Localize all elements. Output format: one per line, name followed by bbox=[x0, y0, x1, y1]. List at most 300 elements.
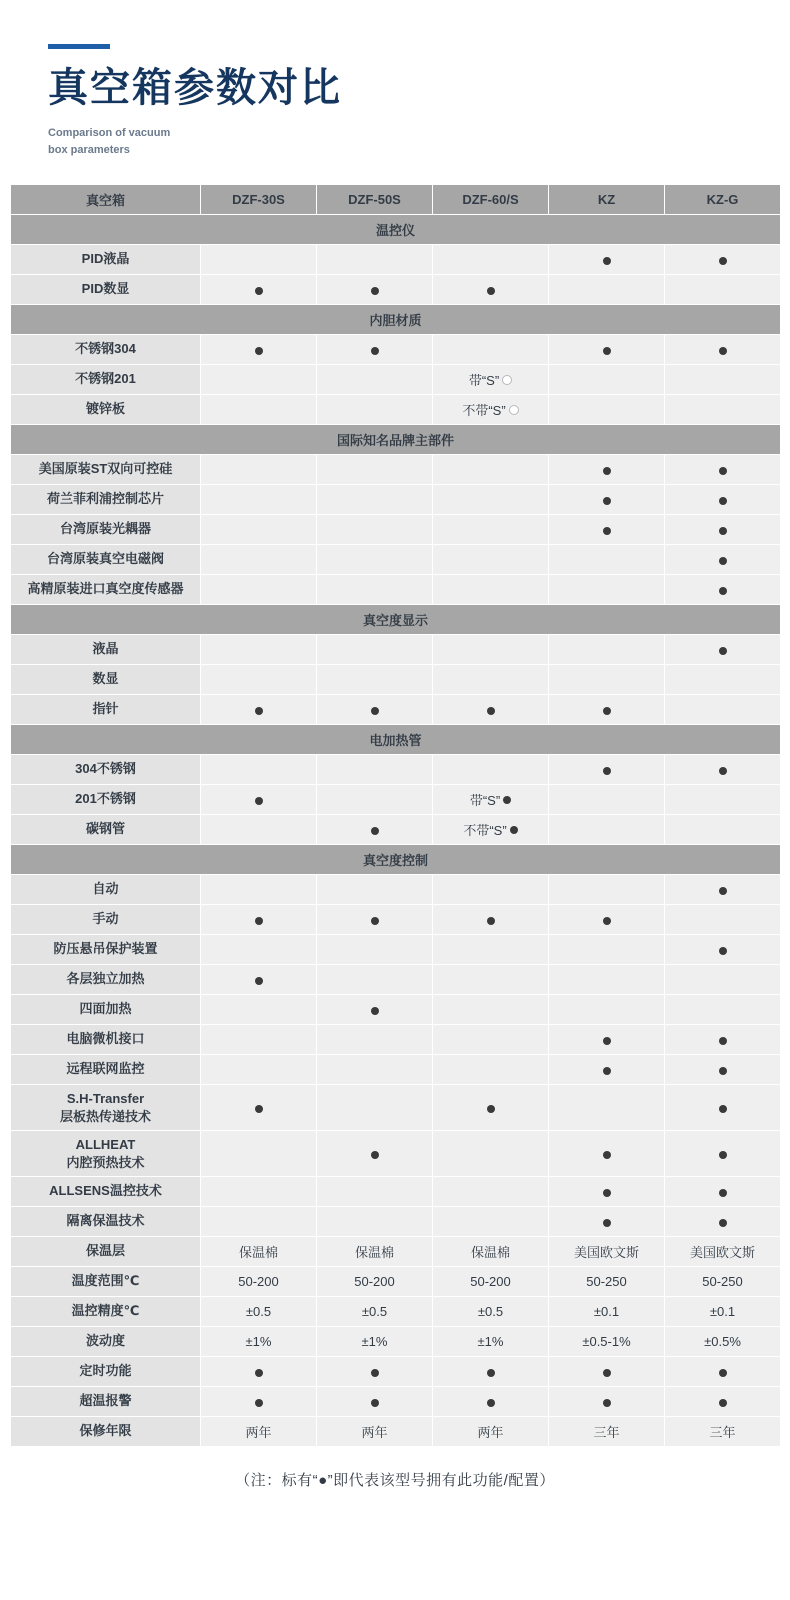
table-cell bbox=[665, 1085, 781, 1131]
cell-value: 50-200 bbox=[238, 1274, 279, 1289]
table-cell bbox=[665, 575, 781, 605]
table-cell bbox=[201, 335, 317, 365]
table-cell bbox=[433, 1085, 549, 1131]
cell-value: ±0.5-1% bbox=[582, 1334, 631, 1349]
table-cell bbox=[317, 575, 433, 605]
spec-table-wrap bbox=[10, 184, 780, 1447]
table-cell bbox=[549, 575, 665, 605]
table-cell bbox=[433, 335, 549, 365]
table-cell bbox=[665, 1207, 781, 1237]
table-cell bbox=[665, 335, 781, 365]
feature-dot bbox=[603, 1369, 611, 1377]
cell-value: ±0.5 bbox=[245, 1304, 272, 1319]
table-row bbox=[11, 485, 781, 515]
row-label: 远程联网监控 bbox=[11, 1055, 201, 1085]
table-cell bbox=[201, 485, 317, 515]
table-section-row bbox=[11, 215, 781, 245]
feature-dot bbox=[487, 1105, 495, 1113]
feature-dot bbox=[719, 497, 727, 505]
table-row bbox=[11, 1297, 781, 1327]
page-header bbox=[0, 0, 790, 158]
table-cell bbox=[317, 665, 433, 695]
table-row bbox=[11, 455, 781, 485]
table-cell bbox=[549, 365, 665, 395]
table-row bbox=[11, 395, 781, 425]
table-cell bbox=[317, 1237, 433, 1267]
table-cell bbox=[549, 1327, 665, 1357]
table-cell bbox=[317, 335, 433, 365]
table-row bbox=[11, 1327, 781, 1357]
table-cell bbox=[549, 995, 665, 1025]
table-cell bbox=[665, 395, 781, 425]
table-cell bbox=[317, 1177, 433, 1207]
table-footnote: （注：标有“●”即代表该型号拥有此功能/配置） bbox=[235, 1472, 555, 1489]
table-cell bbox=[549, 1417, 665, 1447]
column-header-0: 真空箱 bbox=[11, 185, 201, 215]
table-cell bbox=[201, 755, 317, 785]
table-cell bbox=[665, 515, 781, 545]
table-cell bbox=[317, 1131, 433, 1177]
table-cell bbox=[317, 965, 433, 995]
table-row bbox=[11, 515, 781, 545]
feature-dot bbox=[487, 287, 495, 295]
table-cell bbox=[549, 695, 665, 725]
column-header-2: DZF-50S bbox=[317, 185, 433, 215]
column-header-1: DZF-30S bbox=[201, 185, 317, 215]
row-label: 台湾原装真空电磁阀 bbox=[11, 545, 201, 575]
cell-value: ±1% bbox=[477, 1334, 504, 1349]
table-cell bbox=[665, 1387, 781, 1417]
row-label: 超温报警 bbox=[11, 1387, 201, 1417]
table-cell bbox=[549, 665, 665, 695]
table-row bbox=[11, 1267, 781, 1297]
feature-dot bbox=[603, 497, 611, 505]
table-cell bbox=[665, 875, 781, 905]
spec-table bbox=[10, 184, 781, 1447]
column-header-3: DZF-60/S bbox=[433, 185, 549, 215]
row-label: 不锈钢304 bbox=[11, 335, 201, 365]
cell-value: 50-250 bbox=[702, 1274, 743, 1289]
row-label: 四面加热 bbox=[11, 995, 201, 1025]
cell-value: 两年 bbox=[361, 1425, 388, 1440]
table-cell bbox=[317, 935, 433, 965]
table-cell bbox=[317, 1327, 433, 1357]
table-cell bbox=[549, 545, 665, 575]
table-cell bbox=[317, 245, 433, 275]
row-label: ALLSENS温控技术 bbox=[11, 1177, 201, 1207]
table-row bbox=[11, 275, 781, 305]
feature-dot bbox=[603, 1067, 611, 1075]
table-cell bbox=[665, 665, 781, 695]
cell-value: 50-200 bbox=[470, 1274, 511, 1289]
feature-dot bbox=[371, 707, 379, 715]
table-cell bbox=[665, 755, 781, 785]
row-label: 各层独立加热 bbox=[11, 965, 201, 995]
table-cell bbox=[433, 1267, 549, 1297]
feature-dot bbox=[371, 287, 379, 295]
section-label: 温控仪 bbox=[11, 215, 781, 245]
table-cell bbox=[665, 995, 781, 1025]
cell-note-label: 不带“S” bbox=[463, 823, 507, 838]
table-cell bbox=[433, 455, 549, 485]
cell-value: 保温棉 bbox=[238, 1245, 278, 1260]
table-cell bbox=[433, 275, 549, 305]
table-cell bbox=[433, 575, 549, 605]
section-label: 真空度显示 bbox=[11, 605, 781, 635]
table-row bbox=[11, 1131, 781, 1177]
table-cell bbox=[665, 1327, 781, 1357]
table-cell bbox=[433, 485, 549, 515]
feature-dot bbox=[603, 527, 611, 535]
cell-note-label: 带“S” bbox=[468, 373, 500, 388]
table-cell bbox=[201, 275, 317, 305]
table-row bbox=[11, 905, 781, 935]
cell-value: 50-200 bbox=[354, 1274, 395, 1289]
row-label: 指针 bbox=[11, 695, 201, 725]
table-cell bbox=[433, 1297, 549, 1327]
table-row bbox=[11, 575, 781, 605]
table-cell bbox=[317, 995, 433, 1025]
feature-dot bbox=[255, 1105, 263, 1113]
table-cell bbox=[549, 905, 665, 935]
feature-dot bbox=[719, 1399, 727, 1407]
feature-dot bbox=[719, 1067, 727, 1075]
table-cell bbox=[433, 665, 549, 695]
table-cell bbox=[201, 995, 317, 1025]
table-cell bbox=[549, 965, 665, 995]
feature-dot bbox=[255, 707, 263, 715]
table-row bbox=[11, 875, 781, 905]
table-cell bbox=[433, 1417, 549, 1447]
feature-dot bbox=[719, 527, 727, 535]
feature-dot bbox=[719, 647, 727, 655]
table-cell bbox=[433, 815, 549, 845]
table-row bbox=[11, 1055, 781, 1085]
feature-dot bbox=[503, 796, 511, 804]
table-row bbox=[11, 935, 781, 965]
table-cell bbox=[201, 1085, 317, 1131]
feature-dot bbox=[719, 557, 727, 565]
spec-table-body bbox=[11, 185, 781, 1447]
table-cell bbox=[201, 1417, 317, 1447]
table-cell bbox=[433, 545, 549, 575]
table-row bbox=[11, 365, 781, 395]
table-row bbox=[11, 1025, 781, 1055]
table-cell bbox=[665, 905, 781, 935]
feature-dot bbox=[719, 1151, 727, 1159]
row-label: 保温层 bbox=[11, 1237, 201, 1267]
table-cell bbox=[317, 485, 433, 515]
table-row bbox=[11, 245, 781, 275]
cell-value: 50-250 bbox=[586, 1274, 627, 1289]
table-cell bbox=[317, 755, 433, 785]
table-cell bbox=[433, 1177, 549, 1207]
cell-value: 三年 bbox=[709, 1425, 736, 1440]
row-label: 波动度 bbox=[11, 1327, 201, 1357]
feature-dot-hollow bbox=[509, 405, 519, 415]
table-row bbox=[11, 1237, 781, 1267]
table-row bbox=[11, 545, 781, 575]
table-section-row bbox=[11, 605, 781, 635]
page-title: 真空箱参数对比 bbox=[48, 66, 342, 110]
feature-dot bbox=[487, 1399, 495, 1407]
table-cell bbox=[201, 665, 317, 695]
table-cell bbox=[433, 1327, 549, 1357]
row-label: 电脑微机接口 bbox=[11, 1025, 201, 1055]
table-cell bbox=[317, 545, 433, 575]
table-cell bbox=[433, 905, 549, 935]
table-cell bbox=[317, 275, 433, 305]
table-cell bbox=[549, 485, 665, 515]
table-row bbox=[11, 1177, 781, 1207]
feature-dot bbox=[371, 917, 379, 925]
feature-dot bbox=[719, 1105, 727, 1113]
table-cell bbox=[317, 1297, 433, 1327]
table-cell bbox=[317, 1267, 433, 1297]
table-cell bbox=[665, 1297, 781, 1327]
table-cell bbox=[201, 1237, 317, 1267]
feature-dot bbox=[719, 1219, 727, 1227]
table-cell bbox=[201, 575, 317, 605]
table-cell bbox=[433, 245, 549, 275]
table-cell bbox=[433, 965, 549, 995]
cell-value: 两年 bbox=[245, 1425, 272, 1440]
row-label: 数显 bbox=[11, 665, 201, 695]
table-cell bbox=[201, 695, 317, 725]
table-cell bbox=[201, 875, 317, 905]
table-cell bbox=[201, 905, 317, 935]
table-cell bbox=[201, 515, 317, 545]
table-cell bbox=[549, 1025, 665, 1055]
cell-note-label: 不带“S” bbox=[462, 403, 506, 418]
table-cell bbox=[665, 1267, 781, 1297]
row-label: 液晶 bbox=[11, 635, 201, 665]
table-row bbox=[11, 755, 781, 785]
table-cell bbox=[549, 515, 665, 545]
feature-dot bbox=[719, 1189, 727, 1197]
table-cell bbox=[665, 1025, 781, 1055]
table-cell bbox=[317, 1025, 433, 1055]
row-label: 自动 bbox=[11, 875, 201, 905]
table-cell bbox=[201, 395, 317, 425]
table-cell bbox=[665, 965, 781, 995]
table-cell bbox=[317, 875, 433, 905]
table-cell bbox=[201, 1387, 317, 1417]
column-header-5: KZ-G bbox=[665, 185, 781, 215]
feature-dot bbox=[255, 1399, 263, 1407]
cell-value: ±0.5 bbox=[477, 1304, 504, 1319]
cell-value: 保温棉 bbox=[354, 1245, 394, 1260]
table-cell bbox=[317, 515, 433, 545]
feature-dot bbox=[487, 917, 495, 925]
table-cell bbox=[433, 635, 549, 665]
table-cell bbox=[201, 635, 317, 665]
table-cell bbox=[549, 815, 665, 845]
table-row bbox=[11, 1417, 781, 1447]
table-cell bbox=[665, 695, 781, 725]
table-row bbox=[11, 1357, 781, 1387]
feature-dot bbox=[719, 947, 727, 955]
feature-dot-hollow bbox=[502, 375, 512, 385]
feature-dot bbox=[603, 917, 611, 925]
feature-dot bbox=[255, 287, 263, 295]
table-cell bbox=[549, 755, 665, 785]
table-cell bbox=[549, 875, 665, 905]
page-subtitle-line2: box parameters bbox=[48, 143, 130, 156]
feature-dot bbox=[603, 1037, 611, 1045]
table-row bbox=[11, 815, 781, 845]
table-cell bbox=[201, 1357, 317, 1387]
row-label: 高精原装进口真空度传感器 bbox=[11, 575, 201, 605]
table-cell bbox=[665, 1237, 781, 1267]
feature-dot bbox=[255, 977, 263, 985]
table-row bbox=[11, 695, 781, 725]
table-cell bbox=[433, 875, 549, 905]
table-section-row bbox=[11, 725, 781, 755]
feature-dot bbox=[603, 707, 611, 715]
row-label: 防压悬吊保护装置 bbox=[11, 935, 201, 965]
table-cell bbox=[549, 245, 665, 275]
feature-dot bbox=[510, 826, 518, 834]
cell-value: ±0.1 bbox=[593, 1304, 620, 1319]
feature-dot bbox=[371, 1007, 379, 1015]
table-cell bbox=[549, 1387, 665, 1417]
feature-dot bbox=[719, 767, 727, 775]
row-label: PID数显 bbox=[11, 275, 201, 305]
table-cell bbox=[549, 335, 665, 365]
cell-value: 保温棉 bbox=[470, 1245, 510, 1260]
feature-dot bbox=[719, 347, 727, 355]
table-row bbox=[11, 635, 781, 665]
row-label: 温度范围℃ bbox=[11, 1267, 201, 1297]
table-cell bbox=[549, 635, 665, 665]
section-label: 内胆材质 bbox=[11, 305, 781, 335]
row-label: 手动 bbox=[11, 905, 201, 935]
table-cell bbox=[665, 365, 781, 395]
feature-dot bbox=[719, 1037, 727, 1045]
feature-dot bbox=[719, 257, 727, 265]
feature-dot bbox=[371, 347, 379, 355]
cell-value: 两年 bbox=[477, 1425, 504, 1440]
table-cell bbox=[317, 1357, 433, 1387]
row-label: PID液晶 bbox=[11, 245, 201, 275]
table-cell bbox=[665, 815, 781, 845]
table-cell bbox=[549, 1297, 665, 1327]
table-section-row bbox=[11, 425, 781, 455]
column-header-4: KZ bbox=[549, 185, 665, 215]
table-cell bbox=[201, 935, 317, 965]
section-label: 国际知名品牌主部件 bbox=[11, 425, 781, 455]
table-cell bbox=[317, 1085, 433, 1131]
feature-dot bbox=[255, 1369, 263, 1377]
table-cell bbox=[201, 815, 317, 845]
table-row bbox=[11, 1387, 781, 1417]
feature-dot bbox=[603, 1189, 611, 1197]
table-cell bbox=[433, 1131, 549, 1177]
row-label: 台湾原装光耦器 bbox=[11, 515, 201, 545]
table-cell bbox=[201, 245, 317, 275]
table-cell bbox=[317, 785, 433, 815]
row-label: S.H-Transfer 层板热传递技术 bbox=[11, 1085, 201, 1131]
table-cell bbox=[549, 1055, 665, 1085]
table-cell bbox=[201, 1025, 317, 1055]
table-cell bbox=[433, 1237, 549, 1267]
section-label: 电加热管 bbox=[11, 725, 781, 755]
row-label: ALLHEAT 内腔预热技术 bbox=[11, 1131, 201, 1177]
table-cell bbox=[549, 1207, 665, 1237]
table-cell bbox=[201, 1267, 317, 1297]
row-label: 304不锈钢 bbox=[11, 755, 201, 785]
table-cell bbox=[433, 995, 549, 1025]
table-cell bbox=[665, 1357, 781, 1387]
table-cell bbox=[317, 635, 433, 665]
table-cell bbox=[665, 785, 781, 815]
cell-value: ±0.5% bbox=[704, 1334, 741, 1349]
table-cell bbox=[665, 275, 781, 305]
table-cell bbox=[665, 545, 781, 575]
row-label: 201不锈钢 bbox=[11, 785, 201, 815]
table-cell bbox=[433, 785, 549, 815]
table-cell bbox=[317, 905, 433, 935]
table-cell bbox=[433, 1055, 549, 1085]
table-cell bbox=[549, 935, 665, 965]
table-cell bbox=[201, 785, 317, 815]
table-cell bbox=[201, 1327, 317, 1357]
table-cell bbox=[201, 1177, 317, 1207]
table-cell bbox=[433, 695, 549, 725]
feature-dot bbox=[603, 257, 611, 265]
table-cell bbox=[317, 455, 433, 485]
row-label: 定时功能 bbox=[11, 1357, 201, 1387]
feature-dot bbox=[487, 1369, 495, 1377]
feature-dot bbox=[487, 707, 495, 715]
page-subtitle-line1: Comparison of vacuum bbox=[48, 127, 171, 139]
feature-dot bbox=[719, 587, 727, 595]
feature-dot bbox=[603, 347, 611, 355]
table-cell bbox=[317, 1055, 433, 1085]
cell-value: 美国欧文斯 bbox=[689, 1245, 755, 1260]
table-cell bbox=[201, 1207, 317, 1237]
section-label: 真空度控制 bbox=[11, 845, 781, 875]
table-cell bbox=[665, 485, 781, 515]
table-cell bbox=[665, 455, 781, 485]
table-cell bbox=[317, 815, 433, 845]
feature-dot bbox=[603, 767, 611, 775]
feature-dot bbox=[603, 1219, 611, 1227]
table-cell bbox=[201, 365, 317, 395]
feature-dot bbox=[371, 1399, 379, 1407]
table-header-row bbox=[11, 185, 781, 215]
cell-value: ±0.5 bbox=[361, 1304, 388, 1319]
table-cell bbox=[317, 395, 433, 425]
table-cell bbox=[549, 1357, 665, 1387]
cell-note-label: 带“S” bbox=[469, 793, 501, 808]
table-cell bbox=[549, 1131, 665, 1177]
feature-dot bbox=[603, 1399, 611, 1407]
feature-dot bbox=[719, 887, 727, 895]
feature-dot bbox=[371, 1369, 379, 1377]
table-cell bbox=[549, 785, 665, 815]
row-label: 隔离保温技术 bbox=[11, 1207, 201, 1237]
feature-dot bbox=[719, 467, 727, 475]
table-row bbox=[11, 1207, 781, 1237]
table-cell bbox=[665, 1177, 781, 1207]
table-row bbox=[11, 665, 781, 695]
feature-dot bbox=[255, 917, 263, 925]
table-cell bbox=[549, 1267, 665, 1297]
table-cell bbox=[433, 395, 549, 425]
feature-dot bbox=[371, 1151, 379, 1159]
